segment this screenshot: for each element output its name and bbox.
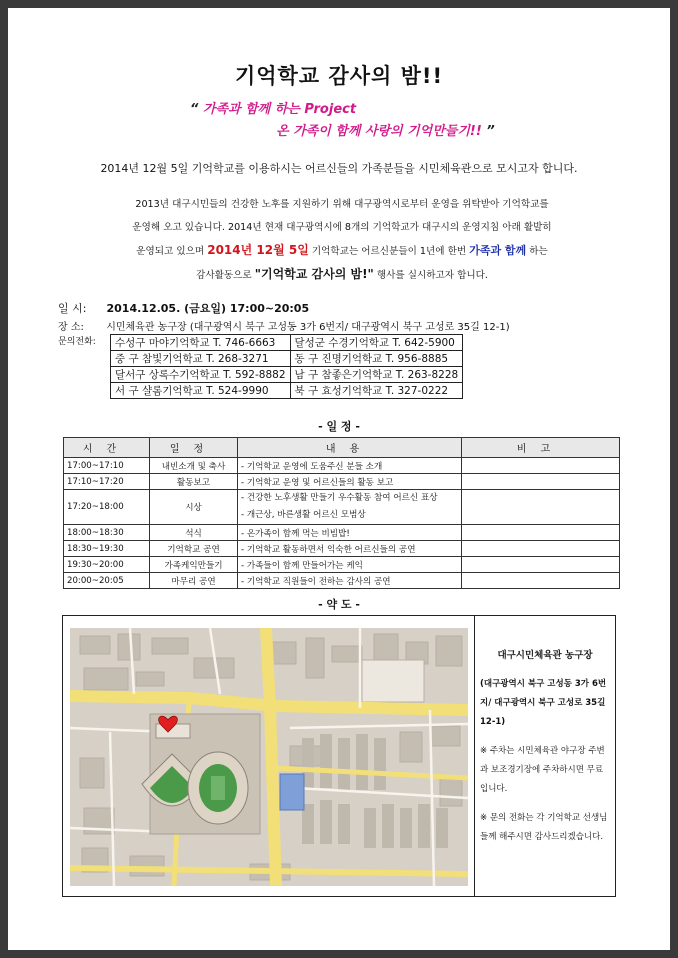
contact-cell: 달성군 수경기억학교 T. 642-5900 [290, 335, 463, 351]
contact-table [110, 334, 463, 399]
contact-label: 문의전화: [58, 337, 96, 347]
main-stadium [188, 752, 248, 824]
header-item: 일정 [150, 438, 238, 458]
time-cell: 19:30~20:00 [64, 557, 150, 573]
contact-cell: 남 구 참좋은기억학교 T. 263-8228 [290, 367, 463, 383]
table-row [64, 525, 620, 541]
item-cell: 마무리 공연 [150, 573, 238, 589]
content-cell: - 기억학교 직원들이 전하는 감사의 공연 [238, 573, 462, 589]
table-row [64, 490, 620, 525]
map-info [480, 646, 610, 857]
subtitle-project [190, 98, 356, 117]
content-cell: - 가족들이 함께 만들어가는 케익 [238, 557, 462, 573]
venue-address: (대구광역시 북구 고성동 3가 6번지/ 대구광역시 북구 고성로 35길 12-1) [480, 679, 607, 727]
contact-cell: 서 구 샬롬기억학교 T. 524-9990 [111, 383, 291, 399]
contact-cell: 달서구 상록수기억학교 T. 592-8882 [111, 367, 291, 383]
time-cell: 20:00~20:05 [64, 573, 150, 589]
body-text: 하는 [529, 246, 548, 257]
intro-text: 2014년 12월 5일 기억학교를 이용하시는 어르신들의 가족분들을 시민체육관으로 모시고자 합니다. [100, 162, 578, 175]
contact-cell: 중 구 참빛기억학교 T. 268-3271 [111, 351, 291, 367]
body-paragraph [68, 193, 616, 287]
body-line: 2013년 대구시민들의 건강한 노후를 지원하기 위해 대구광역시로부터 운영을 위탁받아 기억학교를 [135, 199, 549, 210]
subtitle-slogan [276, 120, 495, 139]
header-content: 내용 [238, 438, 462, 458]
contact-cell: 북 구 효성기억학교 T. 327-0222 [290, 383, 463, 399]
parking-note: ※ 주차는 시민체육관 야구장 주변과 보조경기장에 주차하시면 무료입니다. [480, 746, 605, 794]
content-line: - 건강한 노후생활 만들기 우수활동 참여 어르신 표상 [241, 493, 438, 503]
body-text: 감사활동으로 [196, 270, 252, 281]
time-cell: 17:20~18:00 [64, 490, 150, 525]
place-value: 시민체육관 농구장 (대구광역시 북구 고성동 3가 6번지/ 대구광역시 북구 고성로 35길 12-1) [106, 322, 510, 333]
content-cell: - 기억학교 활동하면서 익숙한 어르신들의 공연 [238, 541, 462, 557]
time-cell: 18:30~19:30 [64, 541, 150, 557]
table-row [64, 474, 620, 490]
table-row [64, 557, 620, 573]
body-text: 운영되고 있으며 [136, 246, 205, 257]
note-cell [462, 525, 620, 541]
schedule-heading: - 일 정 - [318, 420, 360, 433]
table-row [64, 573, 620, 589]
contact-cell: 동 구 진명기억학교 T. 956-8885 [290, 351, 463, 367]
note-cell [462, 490, 620, 525]
item-cell: 기억학교 공연 [150, 541, 238, 557]
body-text: 기억학교는 어르신분들이 1년에 한번 [311, 246, 467, 257]
contact-cell: 수성구 마야기억학교 T. 746-6663 [111, 335, 291, 351]
item-cell: 시상 [150, 490, 238, 525]
item-cell: 활동보고 [150, 474, 238, 490]
event-date-highlight: 2014년 12월 5일 [207, 243, 309, 257]
subtitle-project-text: 가족과 함께 하는 Project [202, 102, 357, 117]
item-cell: 내빈소개 및 축사 [150, 458, 238, 474]
note-cell [462, 541, 620, 557]
quote-mark: “ [190, 102, 199, 117]
note-cell [462, 458, 620, 474]
place-label: 장 소: [58, 322, 84, 333]
page-title: 기억학교 감사의 밤!! [234, 64, 444, 88]
table-row [111, 335, 463, 351]
event-name-highlight: "기억학교 감사의 밤!" [254, 267, 374, 281]
time-cell: 18:00~18:30 [64, 525, 150, 541]
date-label: 일 시: [58, 302, 87, 315]
map-heading: - 약 도 - [318, 598, 360, 611]
note-cell [462, 573, 620, 589]
time-cell: 17:00~17:10 [64, 458, 150, 474]
document-page [8, 8, 670, 950]
note-cell [462, 557, 620, 573]
contact-note: ※ 문의 전화는 각 기억학교 선생님들께 해주시면 감사드리겠습니다. [480, 813, 608, 842]
place-row [58, 318, 510, 333]
body-line: 운영해 오고 있습니다. 2014년 현재 대구광역시에 8개의 기억학교가 대구시의 운영지침 아래 활발히 [132, 222, 552, 233]
table-row [111, 351, 463, 367]
map-image [70, 628, 468, 886]
schedule-table [63, 437, 620, 589]
body-line [68, 239, 616, 263]
table-row [64, 541, 620, 557]
family-highlight: 가족과 함께 [469, 244, 527, 257]
item-cell: 석식 [150, 525, 238, 541]
map-divider [474, 616, 475, 896]
content-cell: - 기억학교 운영 및 어르신들의 활동 보고 [238, 474, 462, 490]
note-cell [462, 474, 620, 490]
time-cell: 17:10~17:20 [64, 474, 150, 490]
venue-name: 대구시민체육관 농구장 [497, 650, 593, 661]
date-row [58, 300, 309, 316]
content-cell [238, 490, 462, 525]
header-time: 시간 [64, 438, 150, 458]
table-header-row [64, 438, 620, 458]
content-cell: - 기억학교 운영에 도움주신 분들 소개 [238, 458, 462, 474]
body-line [68, 263, 616, 287]
quote-mark: ” [486, 124, 495, 139]
header-note: 비고 [462, 438, 620, 458]
item-cell: 가족케익만들기 [150, 557, 238, 573]
table-row [111, 367, 463, 383]
table-row [111, 383, 463, 399]
table-row [64, 458, 620, 474]
location-map [70, 628, 468, 886]
map-section [62, 615, 616, 897]
subtitle-slogan-text: 온 가족이 함께 사랑의 기억만들기!! [276, 124, 482, 139]
date-value: 2014.12.05. (금요일) 17:00~20:05 [106, 302, 310, 315]
content-cell: - 온가족이 함께 먹는 비빔밥! [238, 525, 462, 541]
content-line: - 개근상, 바른생활 어르신 모범상 [241, 510, 366, 520]
body-text: 행사를 실시하고자 합니다. [376, 270, 488, 281]
